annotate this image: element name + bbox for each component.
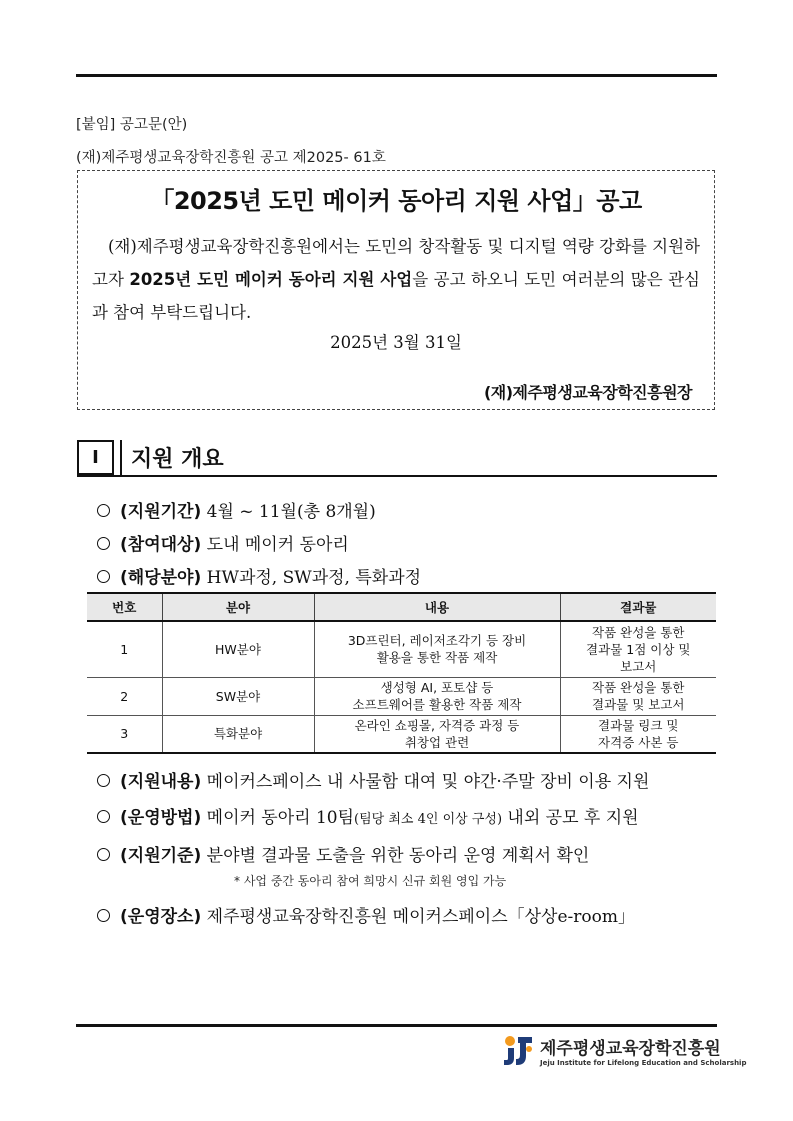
announcement-date: 2025년 3월 31일	[330, 333, 462, 352]
table-cell	[560, 677, 716, 715]
cell-line: 결과물 1점 이상 및	[586, 641, 691, 657]
announcement-title: 「2025년 도민 메이커 동아리 지원 사업」공고	[150, 187, 642, 215]
bullet-tag: (해당분야)	[120, 568, 202, 588]
bullet-content	[97, 767, 649, 792]
bullet-text-small: (팀당 최소 4인 이상 구성)	[354, 812, 503, 827]
bullet-venue	[97, 902, 635, 927]
body-text-pre: (재)제주평생교육장학진흥원에서는 도민의 창작활동 및 디지털 역량 강화를 지원하고자	[92, 237, 700, 289]
bullet-circle-icon	[97, 570, 110, 583]
notice-number: (재)제주평생교육장학진흥원 공고 제2025- 61호	[76, 150, 386, 166]
table-row	[87, 715, 716, 753]
bullet-circle-icon	[97, 909, 110, 922]
cell-line: 활용을 통한 작품 제작	[376, 650, 498, 666]
bullet-period	[97, 497, 376, 522]
table-cell	[560, 715, 716, 753]
bullet-circle-icon	[97, 810, 110, 823]
table-cell: HW분야	[162, 621, 314, 677]
bullet-text: 메이커 동아리 10팀	[206, 808, 355, 828]
bullet-operation	[97, 803, 639, 828]
bullet-text: 제주평생교육장학진흥원 메이커스페이스「상상e-room」	[206, 907, 636, 927]
bullet-tag: (지원기간)	[120, 502, 202, 522]
institute-name: 제주평생교육장학진흥원	[540, 1039, 721, 1059]
table-header: 번호	[87, 593, 162, 621]
bullet-fields	[97, 563, 421, 588]
bullet-text: 도내 메이커 동아리	[206, 535, 349, 555]
cell-line: 결과물 링크 및	[598, 717, 679, 733]
attachment-label: [붙임] 공고문(안)	[76, 117, 188, 133]
bullet-text: HW과정, SW과정, 특화과정	[206, 568, 422, 588]
bullet-text: 메이커스페이스 내 사물함 대여 및 야간·주말 장비 이용 지원	[206, 772, 650, 792]
cell-line: 온라인 쇼핑몰, 자격증 과정 등	[354, 717, 520, 733]
table-cell: SW분야	[162, 677, 314, 715]
table-cell	[314, 677, 560, 715]
footer-logo	[500, 1032, 747, 1072]
bullet-text: 4월 ~ 11월(총 8개월)	[206, 502, 376, 522]
bullet-tag: (지원기준)	[120, 846, 202, 866]
bullet-circle-icon	[97, 848, 110, 861]
bullet-criteria	[97, 841, 589, 866]
announcement-signature: (재)제주평생교육장학진흥원장	[483, 383, 692, 402]
table-cell: 1	[87, 621, 162, 677]
section-number: Ⅰ	[77, 440, 114, 475]
cell-line: 보고서	[620, 658, 657, 674]
institute-english-name: Jeju Institute for Lifelong Education and Scholarship	[540, 1059, 747, 1067]
bullet-target	[97, 530, 349, 555]
bullet-tag: (운영방법)	[120, 808, 202, 828]
table-cell	[314, 715, 560, 753]
bottom-rule	[76, 1024, 717, 1027]
body-text-bold: 2025년 도민 메이커 동아리 지원 사업	[129, 270, 413, 289]
section-number-bar	[114, 440, 122, 475]
table-header-row	[87, 593, 716, 621]
cell-line: 작품 완성을 통한	[592, 680, 685, 695]
bullet-text-tail: 내외 공모 후 지원	[502, 808, 639, 828]
bullet-text: 분야별 결과물 도출을 위한 동아리 운영 계획서 확인	[206, 846, 590, 866]
cell-line: 취창업 관련	[404, 734, 470, 750]
cell-line: 생성형 AI, 포토샵 등	[380, 680, 494, 695]
cell-line: 작품 완성을 통한	[592, 624, 685, 640]
section-heading	[77, 440, 717, 478]
criteria-note: * 사업 중간 동아리 참여 희망시 신규 회원 영입 가능	[234, 874, 507, 888]
bullet-circle-icon	[97, 504, 110, 517]
bullet-tag: (참여대상)	[120, 535, 202, 555]
table-header: 내용	[314, 593, 560, 621]
table-row	[87, 621, 716, 677]
cell-line: 3D프린터, 레이저조각기 등 장비	[347, 633, 527, 649]
institute-logo-icon	[500, 1032, 536, 1068]
table-header: 분야	[162, 593, 314, 621]
table-header: 결과물	[560, 593, 716, 621]
bullet-tag: (운영장소)	[120, 907, 202, 927]
table-cell: 2	[87, 677, 162, 715]
bullet-circle-icon	[97, 774, 110, 787]
cell-line: 자격증 사본 등	[598, 734, 679, 750]
bullet-tag: (지원내용)	[120, 772, 202, 792]
section-underline	[77, 475, 717, 477]
table-cell: 특화분야	[162, 715, 314, 753]
table-cell	[560, 621, 716, 677]
cell-line: 소프트웨어를 활용한 작품 제작	[352, 697, 522, 712]
top-rule	[76, 74, 717, 77]
table-cell: 3	[87, 715, 162, 753]
fields-table	[87, 592, 716, 754]
table-cell	[314, 621, 560, 677]
table-row	[87, 677, 716, 715]
announcement-box	[77, 170, 715, 410]
bullet-circle-icon	[97, 537, 110, 550]
announcement-body	[92, 230, 700, 329]
body-text-post: 을 공고 하오니 도민 여러분의 많은 관심과 참여 부탁드립니다.	[92, 270, 701, 322]
section-title: 지원 개요	[131, 447, 224, 472]
cell-line: 결과물 및 보고서	[592, 697, 685, 712]
